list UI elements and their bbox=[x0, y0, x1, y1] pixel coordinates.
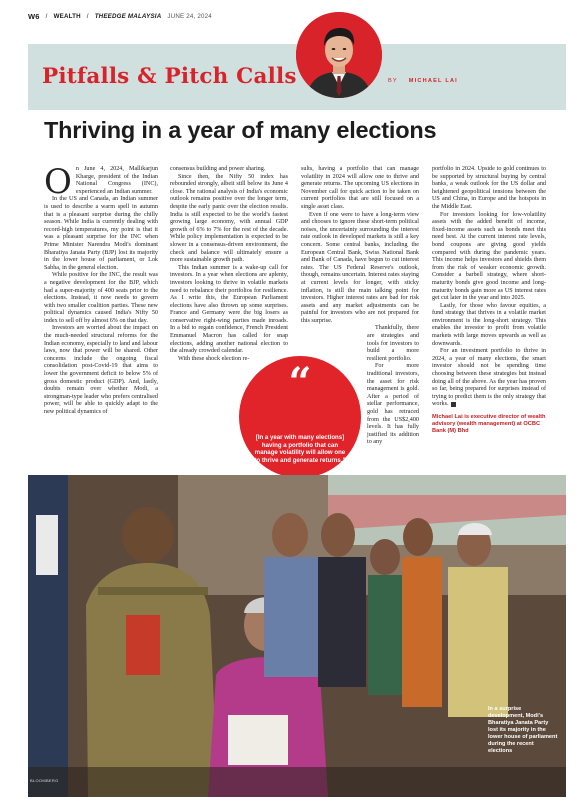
page-number: W6 bbox=[28, 11, 40, 21]
article-paragraph: consensus building and power sharing. bbox=[170, 166, 266, 172]
article-headline: Thriving in a year of many elections bbox=[44, 117, 437, 143]
author-bio: Michael Lai is executive director of wealth advisory (wealth management) at OCBC Bank (M) Bhd bbox=[432, 414, 546, 435]
paragraph-text: n June 4, 2024, Mallikarjun Kharge, president of the Indian National Congress (INC), experienced an Indian summer. bbox=[75, 166, 158, 195]
drop-cap: O bbox=[44, 162, 72, 202]
article-paragraph: portfolio in 2024. Upside to gold continues to be supported by structural buying by central banks, a weak outlook for the US dollar and heightened geopolitical tensions between the US and China, in Europe and the hotspots in the Middle East. bbox=[432, 166, 546, 210]
voters-queue-photo bbox=[28, 475, 566, 797]
author-portrait bbox=[296, 12, 382, 98]
end-of-article-icon bbox=[451, 402, 456, 407]
author-photo bbox=[296, 12, 382, 98]
article-paragraph: Lastly, for those who favour equities, a fund strategy that thrives in a volatile market environment is the long-short strategy. This enables the investor to profit from volatile markets with large moves upwards as well as downwards. bbox=[432, 302, 546, 347]
article-column-2 bbox=[170, 166, 288, 363]
article-paragraph: Investors are worried about the impact on the much-needed structural reforms for the Indian economy, especially to land and labour laws, now that power will be shared. Other concerns include the ongoing fiscal consolidation post-Covid-19 that aims to lower the government deficit to below 5% of gross domestic product (GDP). And, lastly, doubts remain over whether Modi, a strongman-type leader who prefers centralised power, will be able to quickly adapt to the new political dynamics of bbox=[44, 325, 158, 415]
article-paragraph: With these shock election re- bbox=[178, 355, 250, 362]
header-separator: / bbox=[86, 12, 89, 20]
article-paragraph: sults, having a portfolio that can manage volatility in 2024 will allow one to thrive and generate returns. The upcoming US elections in November call for quick action to be taken on current portfolios that are still focused on a single asset class. bbox=[301, 166, 419, 210]
section-name: WEALTH bbox=[53, 12, 81, 20]
article-photo bbox=[28, 475, 566, 797]
header-separator: / bbox=[45, 12, 48, 20]
article-paragraph: In the US and Canada, an Indian summer is used to describe a warm spell in autumn that is a pleasant surprise during the chilly season. While India is currently dealing with record-high temperatures, my point is that it was a pleasant surprise for the INC when Prime Minister Narendra Modi's dominant Bharatiya Janata Party (BJP) lost its majority in the lower house of parliament, or Lok Sabha, in the general election. bbox=[44, 196, 158, 271]
article-paragraph bbox=[432, 348, 546, 409]
article-paragraph bbox=[44, 162, 158, 202]
pull-quote bbox=[239, 356, 361, 478]
article-paragraph: This Indian summer is a wake-up call for investors. In a year when elections are aplenty, investors looking to thrive in volatile markets need to rebalance their portfolios for resilience. As I write this, the European Parliament elections have also thrown up some surprises. France and Germany were the big losers as conservative right-wing parties made inroads. In a bid to regain confidence, French President Emmanuel Macron has called for snap elections, adding another national election to the already crowded calendar. bbox=[170, 264, 288, 355]
article-paragraph: Since then, the Nifty 50 index has rebounded strongly, albeit still below its June 4 close. The rational analysis of India's economic outlook remains positive over the longer term, despite the early panic over the election results. India is still expected to be the world's fastest growing large economy, with annual GDP growth of 6% to 7% for the rest of the decade. While policy implementation is expected to be slower in a consensus-driven environment, the check and balance will ultimately ensure a more sustainable growth path. bbox=[170, 173, 288, 264]
running-header bbox=[28, 9, 212, 23]
article-paragraph: Even if one were to have a long-term view and chooses to ignore these short-term political noises, the uncertainty surrounding the interest rate outlook in developed markets is still a key concern. Some central banks, including the European Central Bank, Swiss National Bank and Bank of Canada, have begun to cut interest rates. The US Federal Reserve's outlook, though, remains uncertain. Interest rates staying at current levels for longer, with sticky inflation, is still the main talking point for investors. Higher interest rates are bad for risk assets and any market adjustments can be painful for investors who are not prepared for this surprise. bbox=[301, 211, 419, 324]
issue-date: JUNE 24, 2024 bbox=[167, 12, 212, 20]
byline-prefix: BY bbox=[388, 78, 398, 84]
publication-name: THEEDGE MALAYSIA bbox=[94, 12, 162, 20]
article-paragraph: For investors looking for low-volatility assets with the added benefit of income, fixed-income assets such as bonds meet this need best. At the current interest rate levels, bond coupons are giving good yields compared with during the pandemic years. This income helps investors and shields them from the risk of weaker economic growth. Consider a barbell strategy, where short-maturity bonds give good income and long-maturity bonds gain more as US interest rates get cut later in the year and into 2025. bbox=[432, 211, 546, 302]
article-paragraph: For more traditional investors, the asset for risk management is gold. After a period of stellar performance, gold has retraced from the US$2,400 levels. It has fully justified its addition to any bbox=[367, 363, 419, 446]
article-paragraph: While positive for the INC, the result was a negative development for the BJP, which had a super-majority of 400 seats prior to the elections. Instead, it now needs to govern with two smaller coalition parties. These new political dynamics caused India's Nifty 50 index to sell off by almost 6% on that day. bbox=[44, 272, 158, 324]
pull-quote-text: [In a year with many elections] having a portfolio that can manage volatility will allow one to thrive and generate returns.” bbox=[254, 434, 346, 464]
photo-credit: BLOOMBERG bbox=[30, 778, 59, 783]
article-column-1 bbox=[44, 162, 158, 417]
photo-caption: In a surprise development, Modi's Bharatiya Janata Party lost its majority in the lower house of parliament during the recent elections bbox=[488, 706, 558, 754]
article-column-4 bbox=[432, 166, 546, 436]
column-title: Pitfalls & Pitch Calls bbox=[42, 64, 297, 89]
quote-mark-icon: “ bbox=[288, 359, 312, 406]
byline bbox=[388, 78, 458, 84]
paragraph-text: For an investment portfolio to thrive in 2024, a year of many elections, the smart investor should not be spending time choosing between these strategies but instead doing all of the above. As the year has proven so far, being prepared for surprises instead of trying to predict them is the only strategy that works. bbox=[432, 348, 546, 408]
author-name: MICHAEL LAI bbox=[408, 78, 458, 84]
article-paragraph: Thankfully, there are strategies and tools for investors to build a more resilient portfolio. bbox=[367, 325, 419, 362]
